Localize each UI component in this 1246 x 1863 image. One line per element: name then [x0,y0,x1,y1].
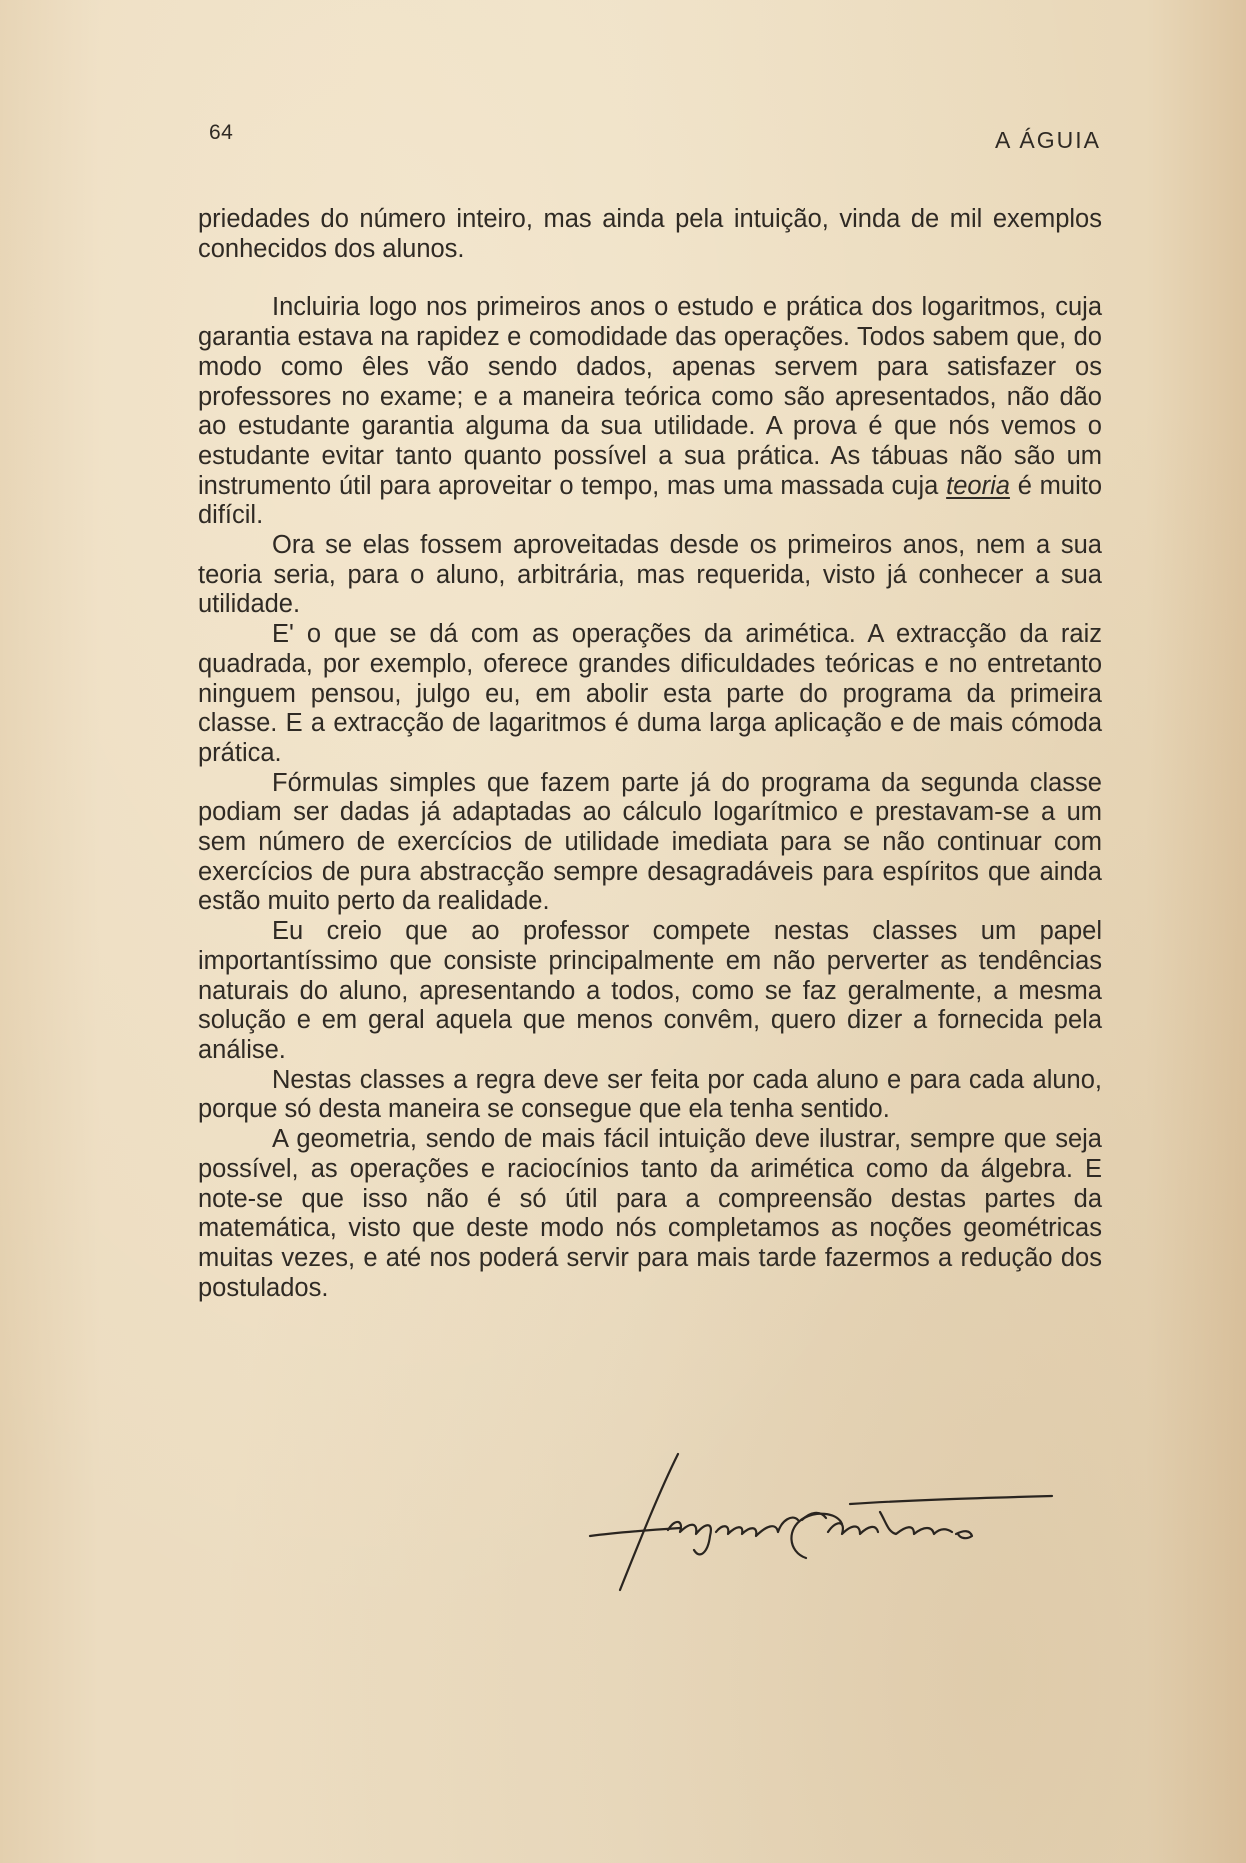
emphasis-teoria: teoria [946,471,1010,500]
author-signature [580,1440,1080,1600]
paragraph-2-tail: é muito difícil. [198,471,1103,530]
paragraph-8: A geometria, sendo de mais fácil intuição deve ilustrar, sempre que seja possível, as operações e raciocínios tanto da arimética como da álgebra. E note-se que isso não é só útil para a compreensão destas partes da matemática, visto que deste modo nós completamos as noções geométricas muitas vezes, e até nos poderá servir para mais tarde fazermos a redução dos postulados. [198,1125,1102,1302]
paragraph-2-text: Incluiria logo nos primeiros anos o estudo e prática dos logaritmos, cuja garantia estava na rapidez e comodidade das operações. Todos sabem que, do modo como êles vão sendo dados, apenas servem para satisfazer os professores no exame; e a maneira teórica como são apresentados, não dão ao estudante garantia alguma da sua utilidade. A prova é que nós vemos o estudante evitar tanto quanto possível a sua prática. As tábuas não são um instrumento útil para aproveitar o tempo, mas uma massada cuja [198,293,1102,500]
paragraph-3: Ora se elas fossem aproveitadas desde os primeiros anos, nem a sua teoria seria, para o aluno, arbitrária, mas requerida, visto já conhecer a sua utilidade. [198,531,1102,619]
article-body [198,205,1102,1303]
paragraph-6: Eu creio que ao professor compete nestas classes um papel importantíssimo que consiste principalmente em não perverter as tendências naturais do aluno, apresentando a todos, como se faz geralmente, a mesma solução e em geral aquela que menos convêm, quero dizer a fornecida pela análise. [198,917,1102,1064]
paragraph-4: E' o que se dá com as operações da arimética. A extracção da raiz quadrada, por exemplo, oferece grandes dificuldades teóricas e no entretanto ninguem pensou, julgo eu, em abolir esta parte do programa da primeira classe. E a extracção de lagaritmos é duma larga aplicação e de mais cómoda prática. [198,620,1102,767]
paragraph-2 [198,293,1102,531]
paragraph-7: Nestas classes a regra deve ser feita por cada aluno e para cada aluno, porque só desta maneira se consegue que ela tenha sentido. [198,1065,1102,1124]
paragraph-5: Fórmulas simples que fazem parte já do programa da segunda classe podiam ser dadas já adaptadas ao cálculo logarítmico e prestavam-se a um sem número de exercícios de utilidade imediata para se não continuar com exercícios de pura abstracção sempre desagradáveis para espíritos que ainda estão muito perto da realidade. [198,768,1102,916]
signature-icon [580,1440,1080,1600]
paragraph-1: priedades do número inteiro, mas ainda pela intuição, vinda de mil exemplos conhecidos dos alunos. [198,205,1102,263]
running-head: A ÁGUIA [994,127,1101,153]
page-number: 64 [209,121,234,144]
